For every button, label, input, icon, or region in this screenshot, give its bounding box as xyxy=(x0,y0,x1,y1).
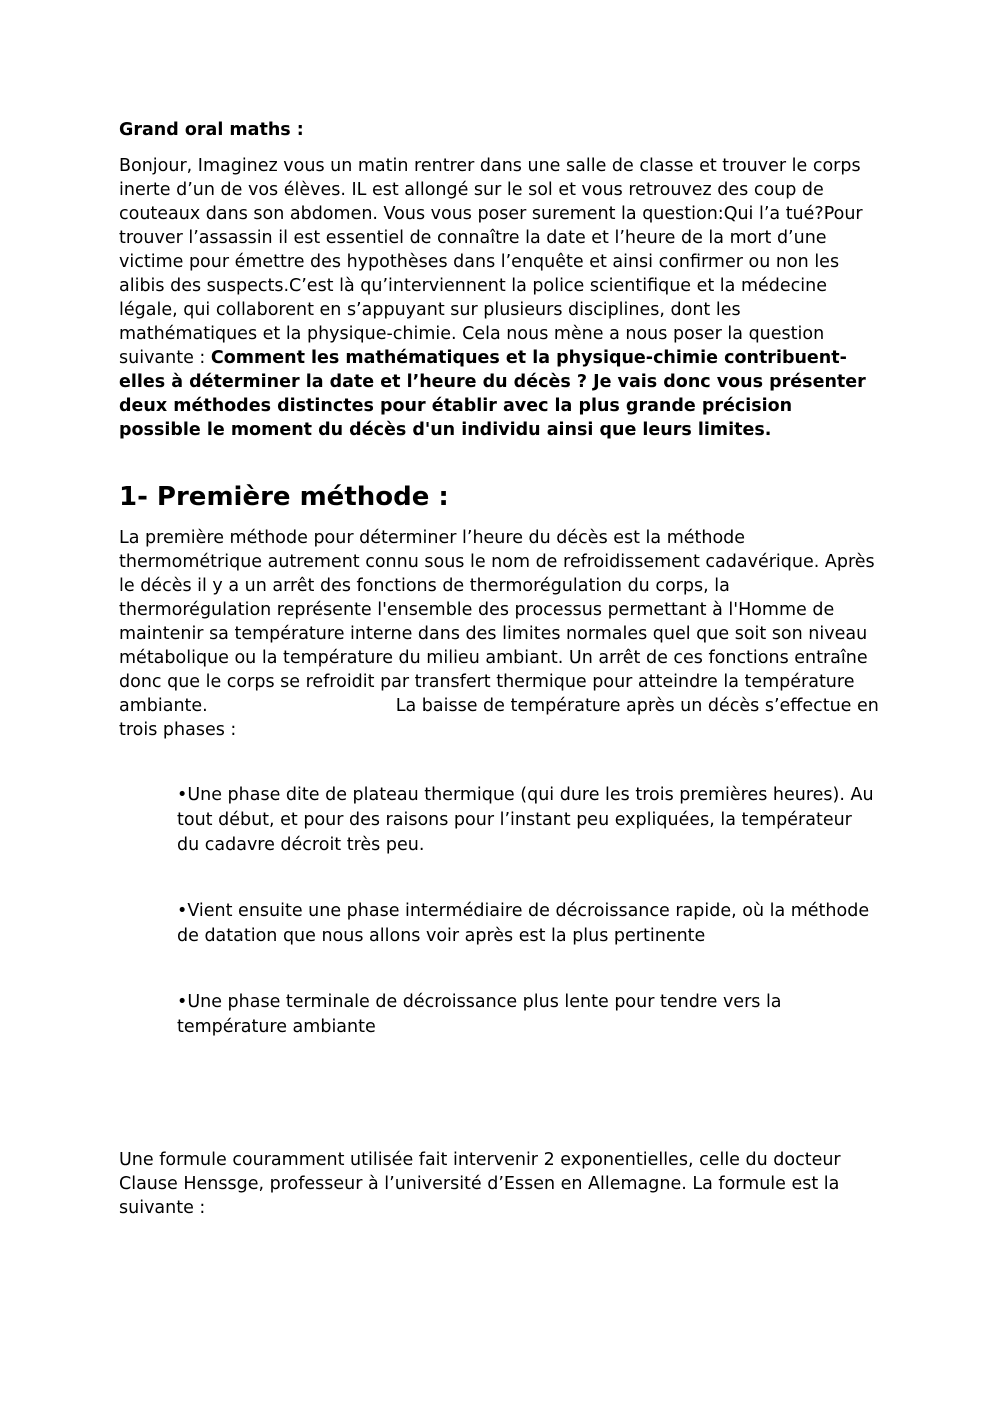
section-heading: 1- Première méthode : xyxy=(119,482,449,512)
method-paragraph xyxy=(119,526,879,742)
phase-list-item: •Vient ensuite une phase intermédiaire de décroissance rapide, où la méthode de datation que nous allons voir après est la plus pertinente xyxy=(177,901,870,946)
intro-problem-statement: Comment les mathématiques et la physique-chimie contribuent-elles à déterminer la date et l’heure du décès ? Je vais donc vous présenter deux méthodes distinctes pour établir avec la plus grande précision possible le moment du décès d'un individu ainsi que leurs limites. xyxy=(119,348,866,440)
phase-list-item: •Une phase terminale de décroissance plus lente pour tendre vers la température ambiante xyxy=(177,992,782,1037)
method-text-part2: La baisse de température après un décès s’effectue en trois phases : xyxy=(119,696,879,740)
formula-intro-paragraph: Une formule couramment utilisée fait intervenir 2 exponentielles, celle du docteur Clause Henssge, professeur à l’université d’Essen en Allemagne. La formule est la suivante : xyxy=(119,1150,841,1218)
document-title: Grand oral maths : xyxy=(119,120,304,140)
phase-list-item: •Une phase dite de plateau thermique (qui dure les trois premières heures). Au tout début, et pour des raisons pour l’instant peu expliquées, la températeur du cadavre décroit très peu. xyxy=(177,785,874,855)
intro-paragraph xyxy=(119,154,879,442)
intro-text: Bonjour, Imaginez vous un matin rentrer dans une salle de classe et trouver le corps inerte d’un de vos élèves. IL est allongé sur le sol et vous retrouvez des coup de couteaux dans son abdomen. Vous vous poser surement la question:Qui l’a tué?Pour trouver l’assassin il est essentiel de connaître la date et l’heure de la mort d’une victime pour émettre des hypothèses dans l’enquête et ainsi confirmer ou non les alibis des suspects.C’est là qu’interviennent la police scientifique et la médecine légale, qui collaborent en s’appuyant sur plusieurs disciplines, dont les mathématiques et la physique-chimie. Cela nous mène a nous poser la question suivante : xyxy=(119,156,863,368)
method-text-part1: La première méthode pour déterminer l’heure du décès est la méthode thermométrique autrement connu sous le nom de refroidissement cadavérique. Après le décès il y a un arrêt des fonctions de thermorégulation du corps, la thermorégulation représente l'ensemble des processus permettant à l'Homme de maintenir sa température interne dans des limites normales quel que soit son niveau métabolique ou la température du milieu ambiant. Un arrêt de ces fonctions entraîne donc que le corps se refroidit par transfert thermique pour atteindre la température ambiante. xyxy=(119,528,875,716)
